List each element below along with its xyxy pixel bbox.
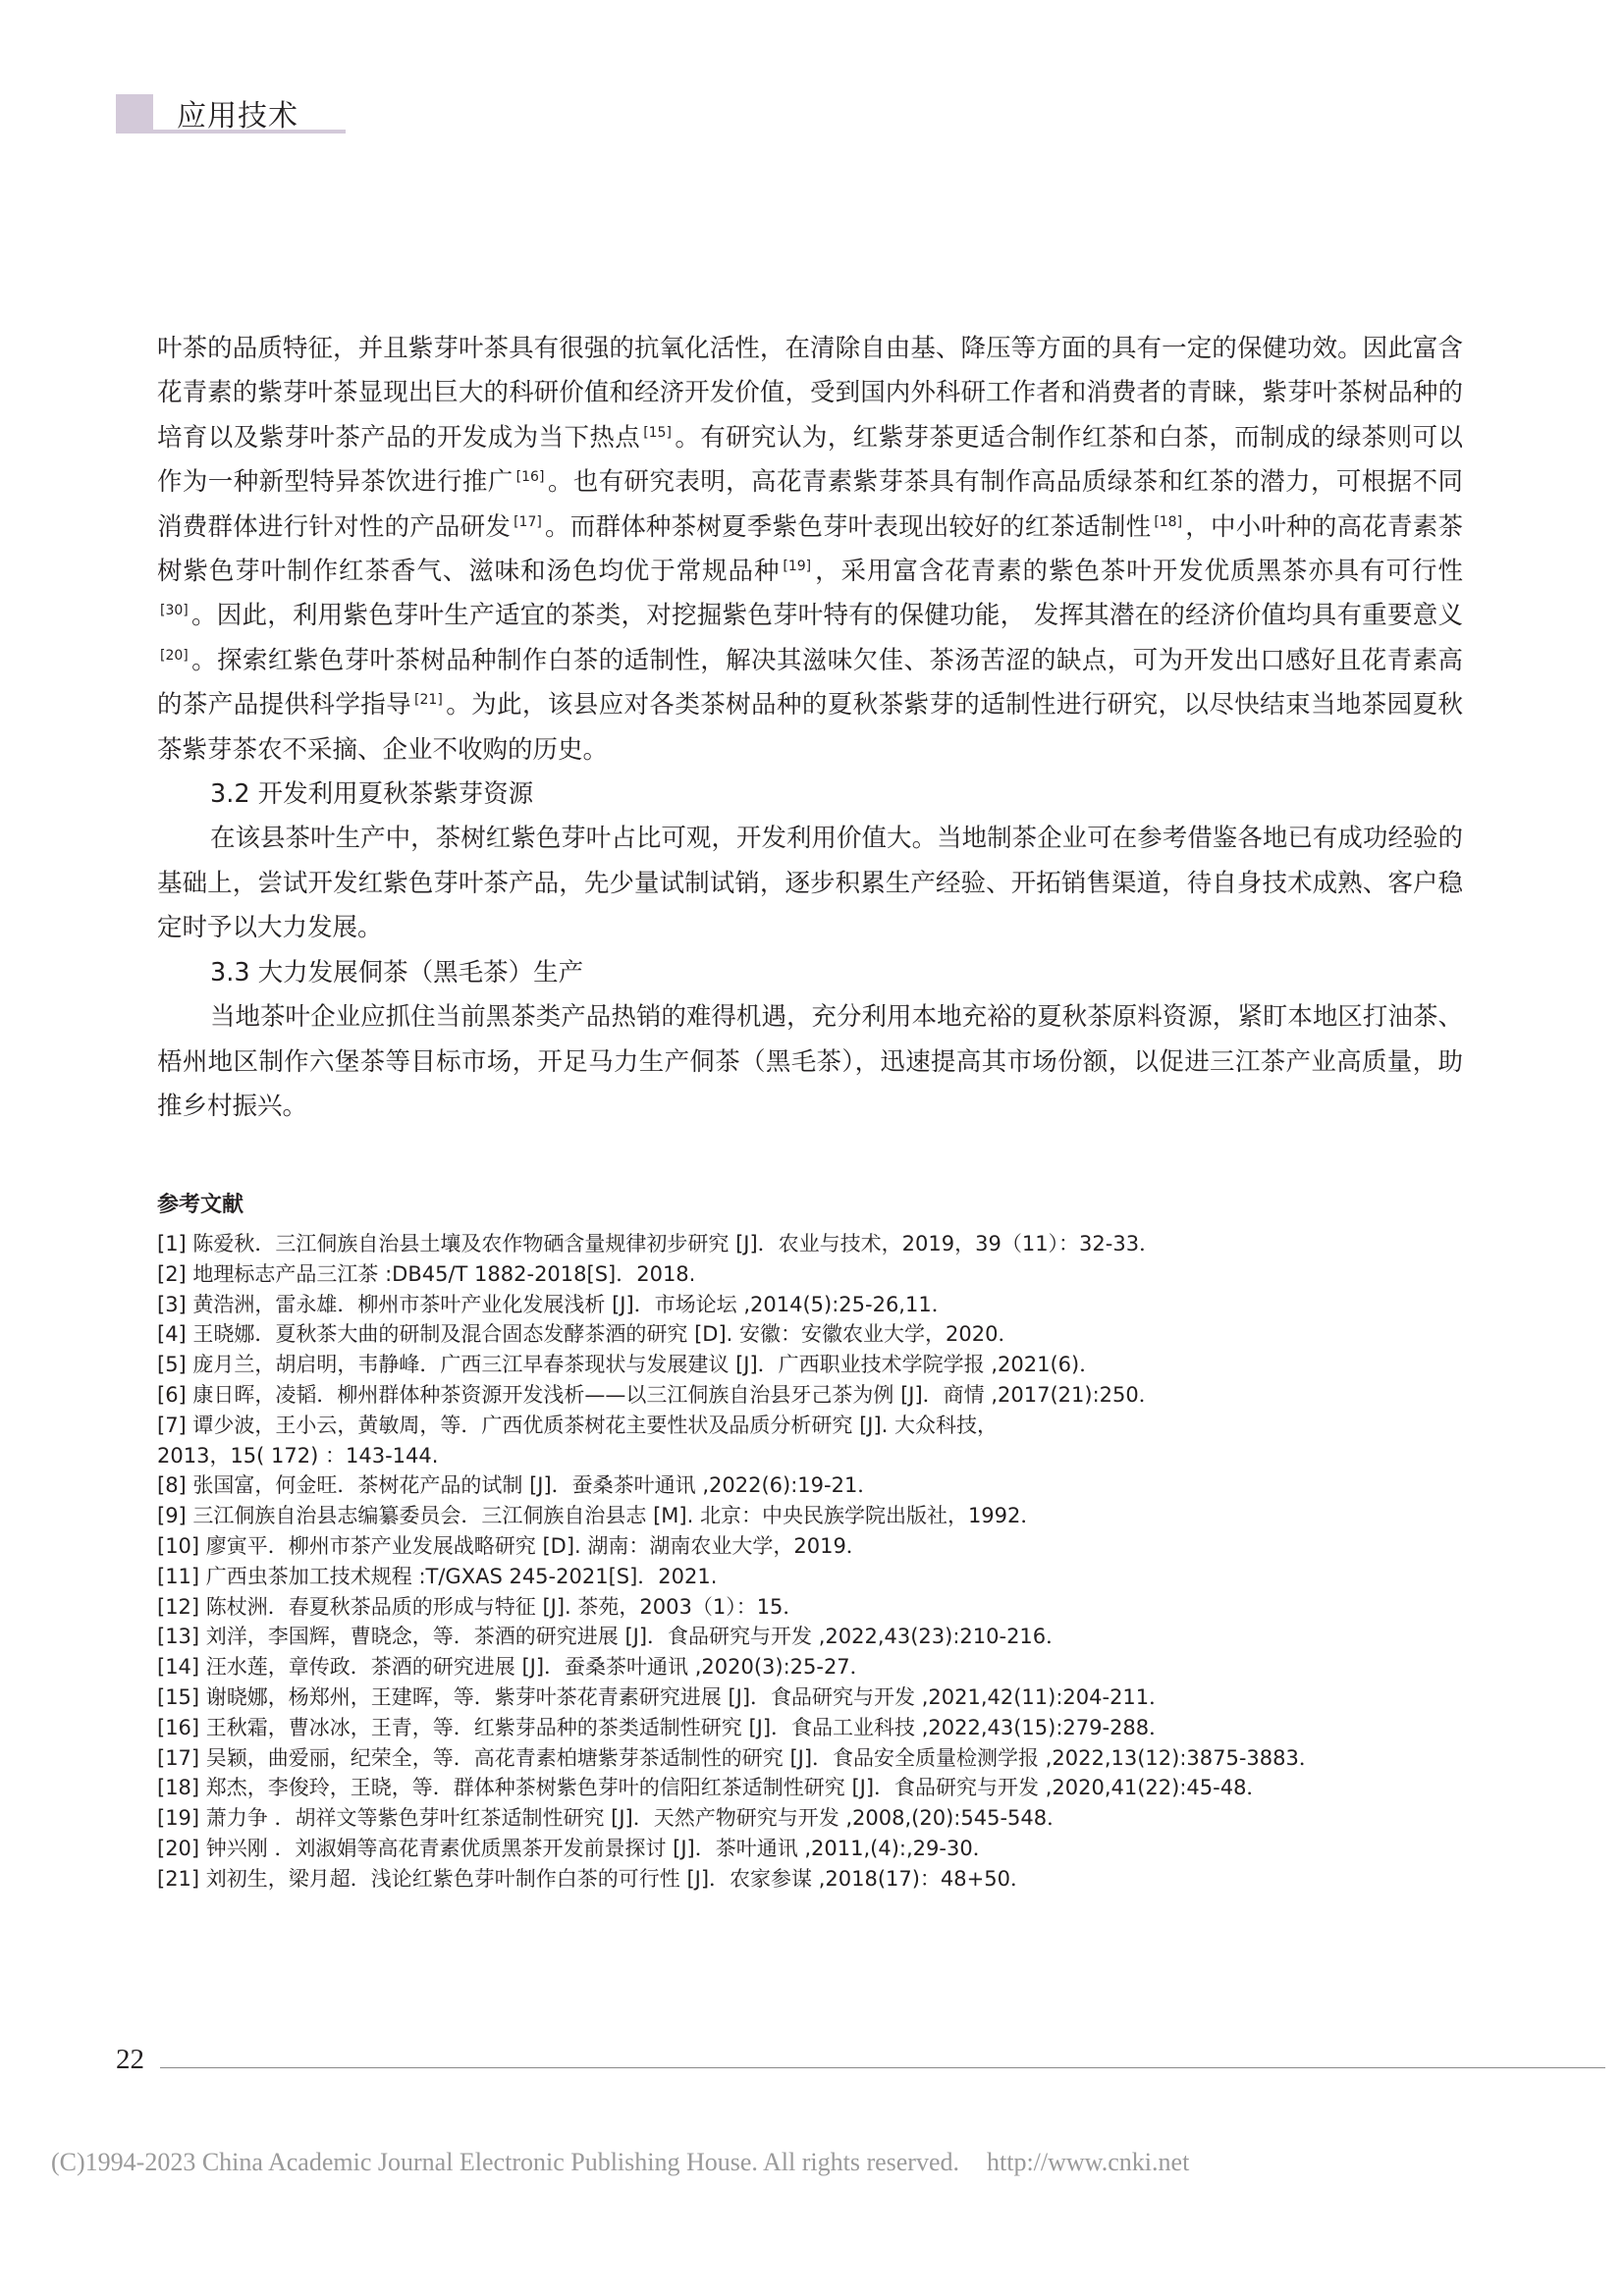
citation-16: [16]	[515, 469, 545, 486]
reference-item: [17] 吴颖，曲爱丽，纪荣全，等．高花青素柏塘紫芽茶适制性的研究 [J]．食品安全质量检测学报 ,2022,13(12):3875-3883．	[157, 1745, 1320, 1770]
footer-divider	[160, 2067, 1605, 2068]
reference-item: [9] 三江侗族自治县志编纂委员会．三江侗族自治县志 [M]. 北京：中央民族学院出版社，1992．	[157, 1504, 1042, 1528]
reference-item: [4] 王晓娜．夏秋茶大曲的研制及混合固态发酵茶酒的研究 [D]. 安徽：安徽农业大学，2020．	[157, 1322, 1019, 1347]
citation-18: [18]	[1154, 513, 1183, 530]
reference-item: [1] 陈爱秋．三江侗族自治县土壤及农作物硒含量规律初步研究 [J]．农业与技术，2019，39（11）：32-33．	[157, 1232, 1161, 1255]
reference-item: [15] 谢晓娜，杨郑州，王建晖，等．紫芽叶茶花青素研究进展 [J]．食品研究与开发 ,2021,42(11):204-211．	[157, 1684, 1170, 1709]
cnki-url: http://www.cnki.net	[987, 2148, 1190, 2176]
reference-item: [18] 郑杰，李俊玲，王晓，等．群体种茶树紫色芽叶的信阳红茶适制性研究 [J]．食品研究与开发 ,2020,41(22):45-48．	[157, 1776, 1268, 1800]
reference-item: [20] 钟兴刚 ．刘淑娟等高花青素优质黑茶开发前景探讨 [J]．茶叶通讯 ,2011,(4):,29-30．	[157, 1836, 994, 1860]
reference-item: [19] 萧力争 ．胡祥文等紫色芽叶红茶适制性研究 [J]．天然产物研究与开发 ,2008,(20):545-548．	[157, 1806, 1068, 1831]
copyright-text: (C)1994-2023 China Academic Journal Electronic Publishing House. All rights reserved.	[51, 2148, 959, 2176]
paragraph-3-3: 当地茶叶企业应抓住当前黑茶类产品热销的难得机遇，充分利用本地充裕的夏秋茶原料资源，紧盯本地区打油茶、梧州地区制作六堡茶等目标市场，开足马力生产侗茶（黑毛茶），迅速提高其市场份额，以促进三江茶产业高质量，助推乡村振兴。	[157, 1002, 1463, 1121]
reference-item: [16] 王秋霜，曹冰冰，王青，等．红紫芽品种的茶类适制性研究 [J]．食品工业科技 ,2022,43(15):279-288．	[157, 1715, 1170, 1739]
section-label: 应用技术	[177, 99, 298, 133]
reference-item: [12] 陈杖洲．春夏秋茶品质的形成与特征 [J]. 茶苑，2003（1）：15．	[157, 1594, 804, 1619]
reference-item: [14] 汪水莲，章传政．茶酒的研究进展 [J]．蚕桑茶叶通讯 ,2020(3):25-27．	[157, 1655, 871, 1680]
article-body	[157, 327, 1463, 1129]
reference-item: [5] 庞月兰，胡启明，韦静峰．广西三江早春茶现状与发展建议 [J]．广西职业技术学院学报 ,2021(6)．	[157, 1353, 1101, 1377]
reference-item: [21] 刘初生，梁月超．浅论红紫色芽叶制作白茶的可行性 [J]．农家参谋 ,2018(17)：48+50．	[157, 1866, 1031, 1891]
reference-item: [3] 黄浩洲，雷永雄．柳州市茶叶产业化发展浅析 [J]．市场论坛 ,2014(5):25-26,11．	[157, 1292, 952, 1316]
reference-item: [6] 康日晖，凌韬．柳州群体种茶资源开发浅析——以三江侗族自治县牙己茶为例 [J]．商情 ,2017(21):250．	[157, 1382, 1160, 1407]
copyright-notice	[51, 2148, 1189, 2177]
reference-item-continuation: 2013，15( 172) ：143-144.	[157, 1443, 439, 1468]
references-list	[157, 1229, 1473, 1895]
citation-20: [20]	[160, 647, 189, 664]
section-header	[116, 94, 346, 133]
subheading-3-2: 3.2 开发利用夏秋茶紫芽资源	[210, 779, 534, 810]
section-header-swatch	[116, 94, 153, 133]
references-title: 参考文献	[157, 1193, 244, 1217]
reference-item: [7] 谭少波，王小云，黄敏周，等．广西优质茶树花主要性状及品质分析研究 [J]. 大众科技，	[157, 1413, 999, 1437]
citation-21: [21]	[414, 692, 443, 709]
citation-19: [19]	[783, 559, 812, 575]
citation-30: [30]	[160, 603, 189, 619]
reference-item: [10] 廖寅平．柳州市茶产业发展战略研究 [D]. 湖南：湖南农业大学，2019．	[157, 1533, 867, 1558]
subheading-3-3: 3.3 大力发展侗茶（黑毛茶）生产	[210, 957, 584, 988]
reference-item: [13] 刘洋，李国辉，曹晓念，等．茶酒的研究进展 [J]．食品研究与开发 ,2022,43(23):210-216．	[157, 1625, 1067, 1649]
paragraph-purple-bud-tea: 叶茶的品质特征，并且紫芽叶茶具有很强的抗氧化活性，在清除自由基、降压等方面的具有一定的保健功效。因此富含花青素的紫芽叶茶显现出巨大的科研价值和经济开发价值，受到国内外科研工作者和消费者的青睐，紫芽叶茶树品种的培育以及紫芽叶茶产品的开发成为当下热点 [15] 。有研究认为，红紫芽茶更适合制作红茶和白茶，而制成的绿茶则可以作为一种新型特异茶饮进行推广 [16] 。也有研究表明，高花青素紫芽茶具有制作高品质绿茶和红茶的潜力，可根据不同消费群体进行针对性的产品研发 [17] 。而群体种茶树夏季紫色芽叶表现出较好的红茶适制性 [18] ，中小叶种的高花青素茶树紫色芽叶制作红茶香气、滋味和汤色均优于常规品种 [19] ，采用富含花青素的紫色茶叶开发优质黑茶亦具有可行性[30] 。因此，利用紫色芽叶生产适宜的茶类，对挖掘紫色芽叶特有的保健功能， 发挥其潜在的经济价值均具有重要意义[20] 。探索红紫色芽叶茶树品种制作白茶的适制性，解决其滋味欠佳、茶汤苦涩的缺点，可为开发出口感好且花青素高的茶产品提供科学指导 [21] 。为此，该县应对各类茶树品种的夏秋茶紫芽的适制性进行研究，以尽快结束当地茶园夏秋茶紫芽茶农不采摘、企业不收购的历史。	[157, 334, 1463, 765]
reference-item: [2] 地理标志产品三江茶 :DB45/T 1882-2018[S]．2018.	[157, 1261, 696, 1286]
citation-15: [15]	[643, 424, 672, 441]
reference-item: [8] 张国富，何金旺．茶树花产品的试制 [J]．蚕桑茶叶通讯 ,2022(6):19-21．	[157, 1473, 879, 1498]
citation-17: [17]	[514, 513, 542, 530]
paragraph-3-2: 在该县茶叶生产中，茶树红紫色芽叶占比可观，开发利用价值大。当地制茶企业可在参考借鉴各地已有成功经验的基础上，尝试开发红紫色芽叶茶产品，先少量试制试销，逐步积累生产经验、开拓销售渠道，待自身技术成熟、客户稳定时予以大力发展。	[157, 824, 1463, 943]
reference-item: [11] 广西虫茶加工技术规程 :T/GXAS 245-2021[S]．2021.	[157, 1564, 718, 1588]
page-number: 22	[116, 2044, 144, 2075]
